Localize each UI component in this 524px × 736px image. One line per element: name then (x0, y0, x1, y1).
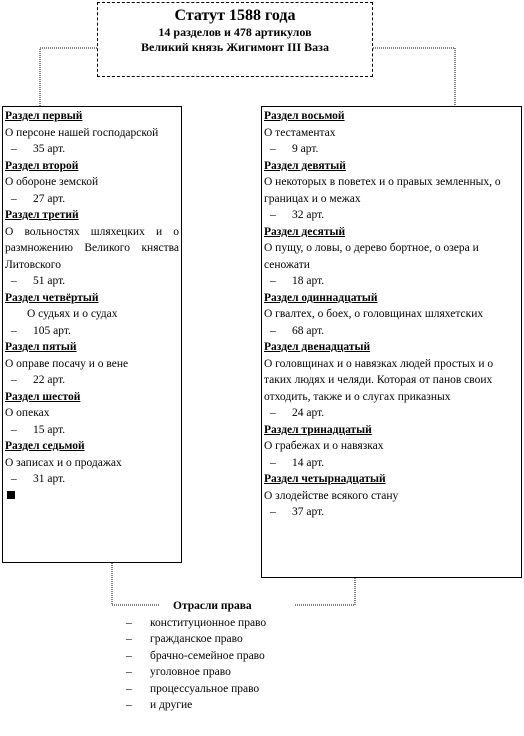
section-desc: О головщинах и о навязках людей простых и о таких людях и челяди. Которая от панов своих отходить, также и о слугах приказных (264, 357, 494, 403)
section-12 (264, 339, 519, 422)
section-count: – 32 арт. (270, 209, 325, 221)
section-count: – 9 арт. (270, 143, 319, 155)
statute-ruler: Великий князь Жигимонт III Ваза (140, 40, 329, 54)
section-desc: О вольностях шляхецких и о размножению Великого княства Литовского (5, 225, 179, 271)
section-2 (5, 158, 179, 208)
section-desc: О грабежах и о навязках (264, 440, 384, 452)
statute-title: Статут 1588 года (174, 7, 296, 24)
section-title: Раздел седьмой (5, 440, 85, 452)
section-title: Раздел одиннадцатый (264, 291, 378, 304)
section-13 (264, 422, 519, 472)
section-desc: О записах и о продажах (5, 456, 122, 469)
section-title: Раздел шестой (5, 390, 81, 403)
section-count: – 14 арт. (270, 456, 325, 469)
section-title: Раздел девятый (264, 159, 346, 172)
section-title: Раздел первый (5, 110, 83, 122)
list-item: – и другие (126, 699, 193, 711)
section-5 (5, 339, 179, 389)
section-4 (5, 290, 179, 340)
section-desc: О оправе посачу и о вене (5, 357, 129, 370)
list-item: – уголовное право (126, 666, 231, 678)
list-item: – конституционное право (126, 616, 267, 629)
list-item: – гражданское право (126, 633, 243, 645)
law-branches (118, 598, 418, 714)
section-title: Раздел четырнадцатый (264, 473, 386, 485)
section-count: – 24 арт. (270, 407, 325, 419)
section-desc: О опеках (5, 407, 50, 419)
sections-left-column (2, 106, 182, 563)
list-item: – брачно-семейное право (126, 649, 265, 662)
section-count: – 105 арт. (11, 324, 71, 337)
list-item: – процессуальное право (126, 682, 260, 695)
section-count: – 18 арт. (270, 275, 325, 287)
section-8 (264, 108, 519, 158)
section-count: – 68 арт. (270, 324, 325, 337)
section-desc: О некоторых в повeтех и о правых земленных, о границах и о межах (264, 176, 501, 205)
section-title: Раздел двенадцатый (264, 341, 371, 353)
section-title: Раздел четвёртый (5, 291, 99, 304)
end-marker-icon (5, 488, 179, 505)
section-count: – 51 арт. (11, 275, 66, 287)
section-title: Раздел второй (5, 159, 79, 172)
section-count: – 31 арт. (11, 473, 66, 485)
section-desc: О злодействе всякого стану (264, 489, 399, 502)
section-count: – 27 арт. (11, 192, 66, 205)
section-title: Раздел третий (5, 209, 79, 221)
section-9 (264, 158, 519, 224)
connector-left (40, 48, 97, 106)
statute-title-box (97, 2, 373, 77)
section-count: – 37 арт. (270, 506, 325, 518)
section-desc: О тестаментах (264, 126, 336, 139)
connector-right (373, 48, 455, 106)
section-10 (264, 224, 519, 290)
section-count: – 35 арт. (11, 143, 66, 155)
section-desc: О судьях и о судах (27, 308, 118, 320)
section-title: Раздел пятый (5, 341, 77, 353)
law-branches-title: Отрасли права (173, 600, 252, 612)
section-title: Раздел тринадцатый (264, 423, 372, 436)
section-title: Раздел восьмой (264, 110, 345, 122)
section-1 (5, 108, 179, 158)
section-7 (5, 438, 179, 488)
section-count: – 15 арт. (11, 423, 66, 436)
sections-right-column (261, 106, 522, 578)
section-count: – 22 арт. (11, 374, 66, 386)
section-desc: О обороне земской (5, 176, 99, 188)
statute-subtitle: 14 разделов и 478 артикулов (158, 25, 312, 39)
section-desc: О гвалтех, о боех, о головщинах шляхетских (264, 308, 484, 320)
section-14 (264, 471, 519, 521)
section-desc: О пущу, о ловы, о дерево бортное, о озера и сеножати (264, 242, 479, 271)
section-11 (264, 290, 519, 340)
section-title: Раздел десятый (264, 225, 346, 238)
section-6 (5, 389, 179, 439)
section-desc: О персоне нашей господарской (5, 126, 159, 139)
section-3 (5, 207, 179, 290)
